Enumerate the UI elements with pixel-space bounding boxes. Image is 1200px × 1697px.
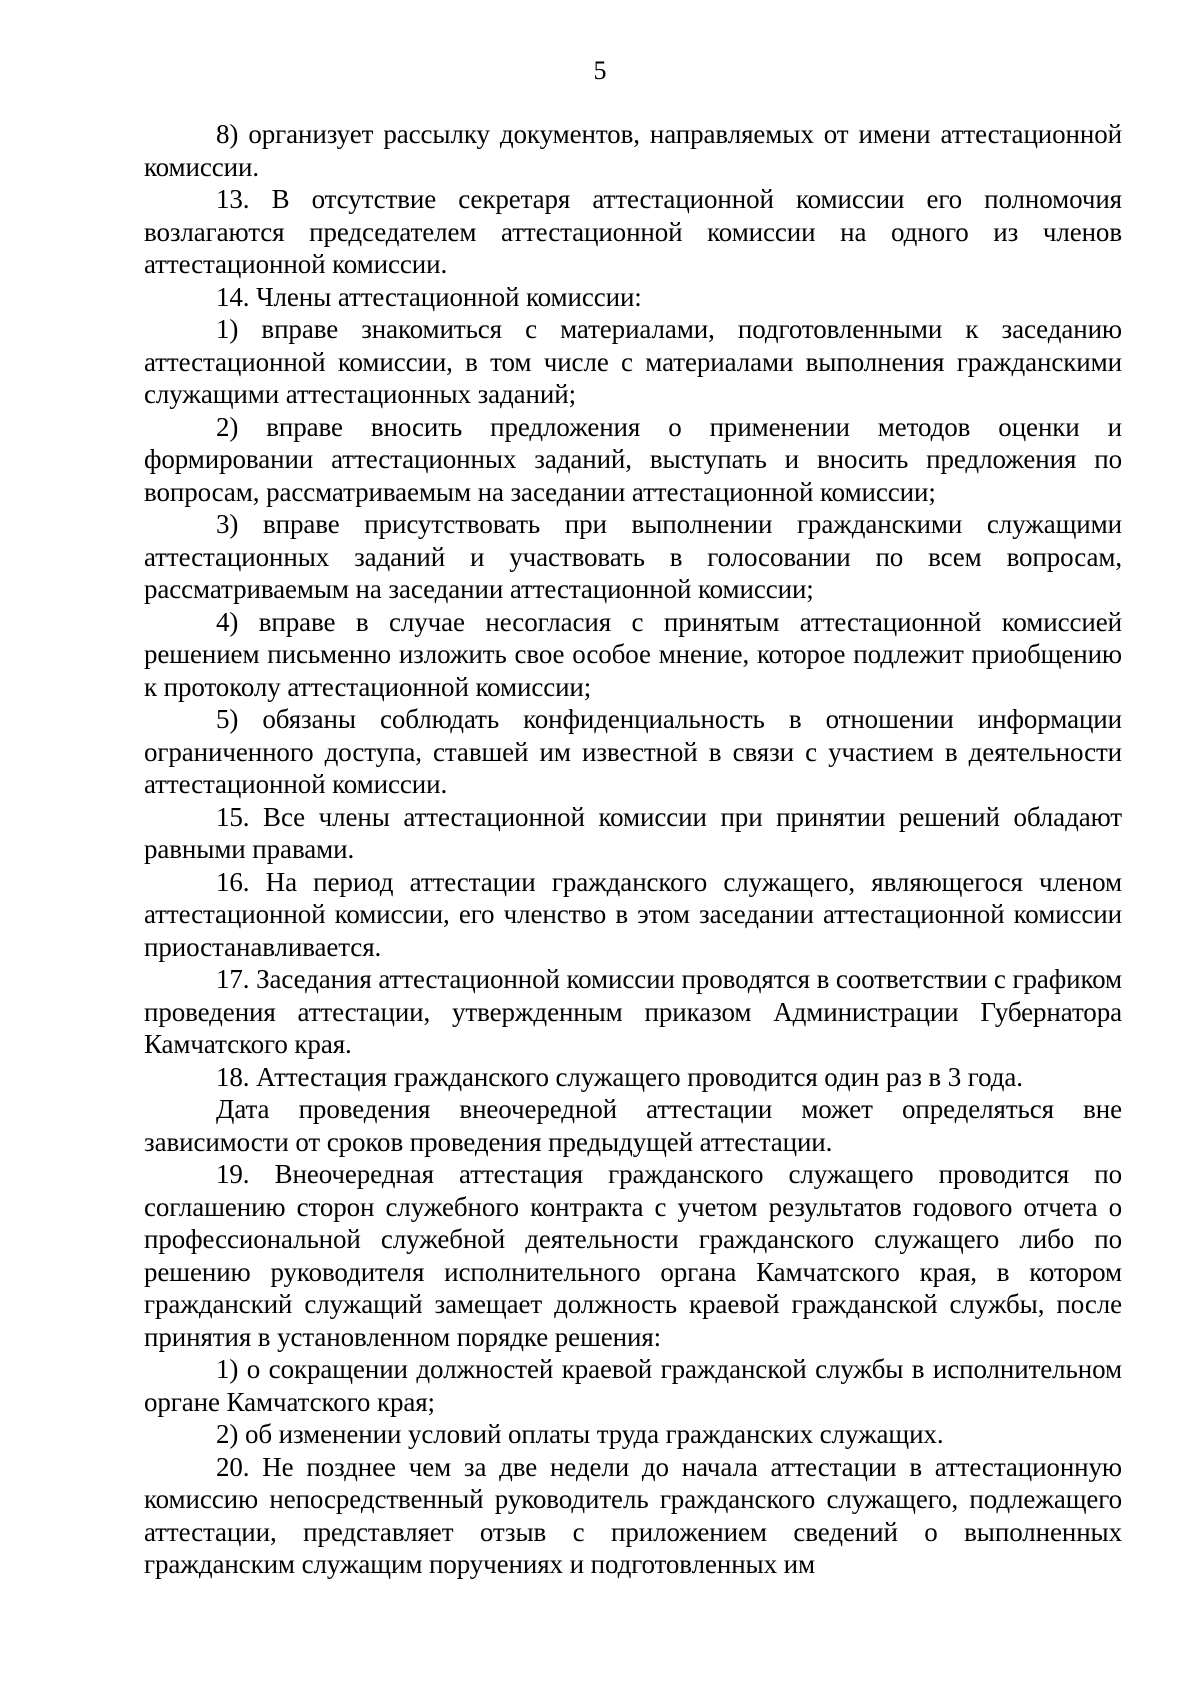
paragraph-item-14-4: 4) вправе в случае несогласия с принятым аттестационной комиссией решением письменно изложить свое особое мнение, которое подлежит приобщению к протоколу аттестационной комиссии;	[144, 606, 1122, 702]
paragraph-clause-14: 14. Члены аттестационной комиссии:	[216, 281, 642, 312]
paragraph-item-14-1: 1) вправе знакомиться с материалами, подготовленными к заседанию аттестационной комиссии, в том числе с материалами выполнения гражданскими служащими аттестационных заданий;	[144, 314, 1122, 409]
paragraph-clause-16: 16. На период аттестации гражданского служащего, являющегося членом аттестационной комиссии, его членство в этом заседании аттестационной комиссии приостанавливается.	[144, 866, 1122, 962]
paragraph-clause-13: 13. В отсутствие секретаря аттестационной комиссии его полномочия возлагаются председателем аттестационной комиссии на одного из членов аттестационной комиссии.	[144, 184, 1122, 279]
paragraph-clause-20: 20. Не позднее чем за две недели до начала аттестации в аттестационную комиссию непосредственный руководитель гражданского служащего, подлежащего аттестации, представляет отзыв с приложением сведений о выполненных гражданским служащим поручениях и подготовленных им	[144, 1451, 1122, 1579]
paragraph-item-19-1: 1) о сокращении должностей краевой гражданской службы в исполнительном органе Камчатского края;	[144, 1354, 1122, 1417]
paragraph-item-14-2: 2) вправе вносить предложения о применении методов оценки и формировании аттестационных заданий, выступать и вносить предложения по вопросам, рассматриваемым на заседании аттестационной комиссии;	[144, 411, 1122, 507]
paragraph-clause-17: 17. Заседания аттестационной комиссии проводятся в соответствии с графиком проведения аттестации, утвержденным приказом Администрации Губернатора Камчатского края.	[144, 964, 1122, 1059]
document-body	[144, 118, 1122, 1581]
paragraph-item-14-3: 3) вправе присутствовать при выполнении гражданскими служащими аттестационных заданий и участвовать в голосовании по всем вопросам, рассматриваемым на заседании аттестационной комиссии;	[144, 509, 1122, 604]
page-number: 5	[593, 56, 607, 85]
paragraph-clause-18-note: Дата проведения внеочередной аттестации может определяться вне зависимости от сроков проведения предыдущей аттестации.	[144, 1094, 1122, 1157]
paragraph-item-14-5: 5) обязаны соблюдать конфиденциальность в отношении информации ограниченного доступа, ставшей им известной в связи с участием в деятельности аттестационной комиссии.	[144, 704, 1122, 799]
paragraph-clause-19: 19. Внеочередная аттестация гражданского служащего проводится по соглашению сторон служебного контракта с учетом результатов годового отчета о профессиональной служебной деятельности гражданского служащего либо по решению руководителя исполнительного органа Камчатского края, в котором гражданский служащий замещает должность краевой гражданской службы, после принятия в установленном порядке решения:	[144, 1159, 1122, 1352]
paragraph-clause-18: 18. Аттестация гражданского служащего проводится один раз в 3 года.	[216, 1061, 1023, 1092]
paragraph-item-19-2: 2) об изменении условий оплаты труда гражданских служащих.	[216, 1419, 944, 1449]
paragraph-clause-15: 15. Все члены аттестационной комиссии при принятии решений обладают равными правами.	[144, 801, 1122, 864]
paragraph-item-8: 8) организует рассылку документов, направляемых от имени аттестационной комиссии.	[144, 119, 1122, 182]
